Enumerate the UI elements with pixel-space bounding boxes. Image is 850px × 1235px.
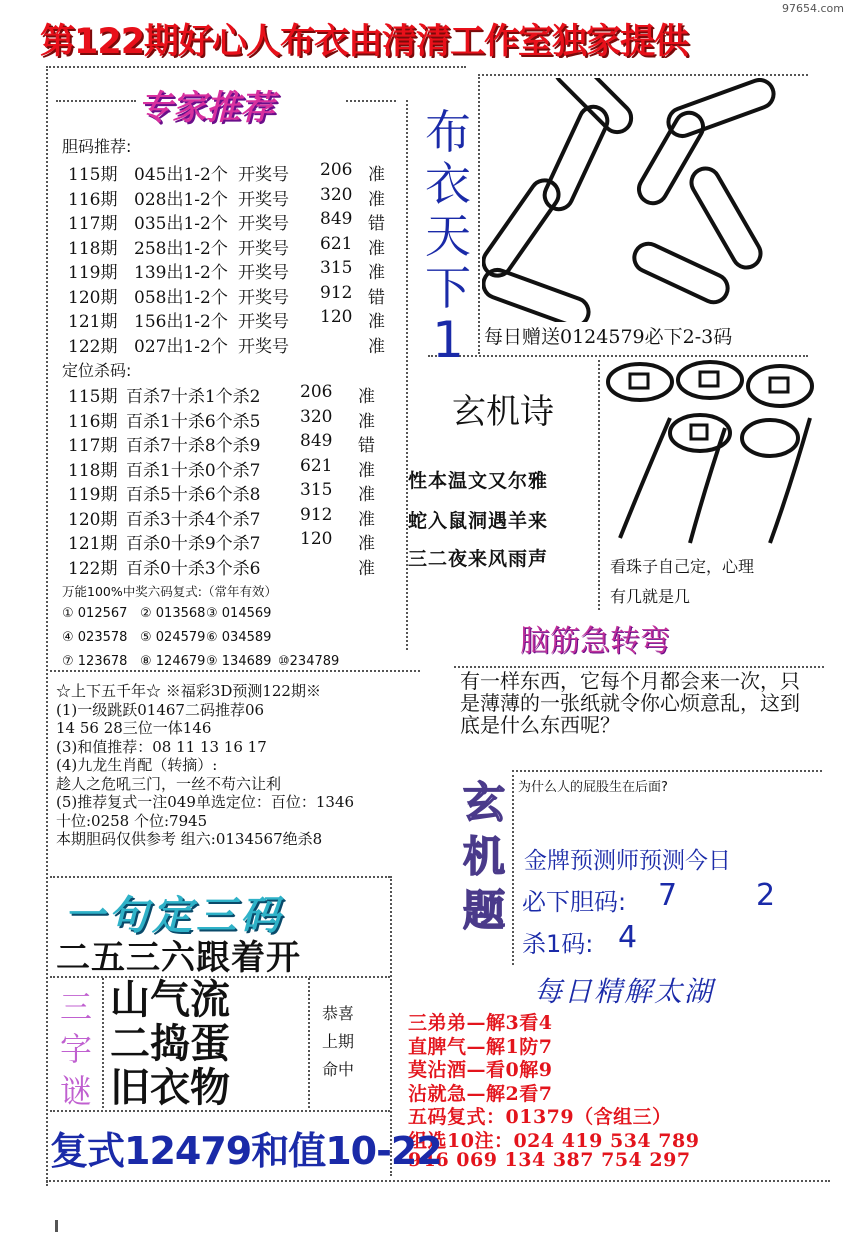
divider xyxy=(56,100,136,102)
sanzimi-line: 二捣蛋 xyxy=(110,1020,230,1067)
wanneng-item: ⑥ 034589 xyxy=(206,630,272,645)
dan-pick: 027出1-2个 xyxy=(134,336,228,357)
divider xyxy=(454,666,824,668)
divider xyxy=(512,775,514,965)
divider xyxy=(428,355,808,357)
dan-draw-label: 开奖号 xyxy=(238,238,289,259)
divider xyxy=(308,978,310,1108)
divider xyxy=(46,1180,830,1182)
congrats xyxy=(322,1000,354,1084)
taihu-line: 946 069 134 387 754 297 xyxy=(408,1149,691,1171)
prediction-line: (4)九龙生肖配（转摘）: xyxy=(56,756,218,774)
dan-pick: 035出1-2个 xyxy=(134,214,228,234)
dan-pick: 139出1-2个 xyxy=(134,263,228,283)
taihu-line: 莫沾酒—看0解9 xyxy=(408,1059,553,1081)
dan-draw: 849 xyxy=(320,209,353,229)
kill-pick: 百杀1十杀0个杀7 xyxy=(126,460,261,481)
dan-pick: 058出1-2个 xyxy=(134,287,228,308)
dan-period: 118期 xyxy=(68,238,118,259)
dan-period: 117期 xyxy=(68,214,118,234)
kill-draw: 315 xyxy=(300,480,333,500)
big-digits-graphic xyxy=(482,78,810,322)
dan-label: 胆码推荐: xyxy=(62,137,132,156)
kill-pick: 百杀0十杀9个杀7 xyxy=(126,534,261,554)
kill-period: 119期 xyxy=(68,485,118,505)
taihu-line: 沾就急—解2看7 xyxy=(408,1082,553,1105)
prediction-line: (3)和值推荐：08 11 13 16 17 xyxy=(56,737,267,756)
prediction-line: 趁人之危吼三门，一丝不苟六让利 xyxy=(56,774,282,793)
kill-result: 准 xyxy=(358,387,375,407)
kill-draw: 120 xyxy=(300,529,333,549)
taihu-line: 组选10注：024 419 534 789 xyxy=(408,1129,700,1152)
sanzimi-char: 三 xyxy=(59,988,92,1026)
kill-result: 错 xyxy=(358,436,375,456)
kill-pick: 百杀1十杀6个杀5 xyxy=(126,411,261,432)
buyi-char: 天 xyxy=(425,209,471,263)
dan-pick: 156出1-2个 xyxy=(134,312,228,332)
kill-result: 准 xyxy=(358,534,375,554)
wanneng-item: ② 013568 xyxy=(140,606,206,621)
yiju-heading: 一句定三码 xyxy=(64,893,284,939)
dan-period: 119期 xyxy=(68,263,118,283)
divider xyxy=(50,876,390,878)
dan-draw-label: 开奖号 xyxy=(238,263,289,283)
kill-result: 准 xyxy=(358,558,375,579)
divider xyxy=(478,74,480,354)
wanneng-item: ⑨ 134689 xyxy=(206,654,272,669)
kill-period: 121期 xyxy=(68,534,118,554)
gold-kill: 4 xyxy=(618,920,638,955)
dan-draw-label: 开奖号 xyxy=(238,165,289,185)
sanzimi-line: 旧衣物 xyxy=(110,1064,230,1111)
daily-gift: 每日赠送0124579必下2-3码 xyxy=(484,326,733,348)
site-watermark: 97654.com xyxy=(782,2,844,15)
poem-title: 玄机诗 xyxy=(452,392,554,432)
kill-pick: 百杀7十杀1个杀2 xyxy=(126,387,261,407)
wanneng-item: ⑩234789 xyxy=(278,654,340,669)
buyi-vertical xyxy=(420,105,476,369)
xuanji-char: 题 xyxy=(462,886,505,935)
gold-title: 金牌预测师预测今日 xyxy=(524,848,731,874)
dan-period: 120期 xyxy=(68,287,118,308)
sanzimi-vertical xyxy=(54,986,98,1112)
dan-draw: 320 xyxy=(320,184,353,205)
taihu-line: 直脾气—解1防7 xyxy=(408,1035,553,1058)
taihu-line: 五码复式：01379（含组三） xyxy=(408,1106,672,1128)
dan-result: 错 xyxy=(368,214,385,234)
wanneng-item: ⑤ 024579 xyxy=(140,630,206,645)
divider xyxy=(478,74,808,76)
yiju-line: 二五三六跟着开 xyxy=(56,938,301,978)
kill-pick: 百杀7十杀8个杀9 xyxy=(126,436,261,456)
taihu-line: 三弟弟—解3看4 xyxy=(408,1012,553,1034)
kill-draw: 621 xyxy=(300,455,333,476)
riddle-text: 有一样东西，它每个月都会来一次，只是薄薄的一张纸就令你心烦意乱，这到底是什么东西呢？ xyxy=(460,669,800,737)
wanneng-label: 万能100%中奖六码复式:（常年有效） xyxy=(62,584,277,599)
wanneng-item: ③ 014569 xyxy=(206,606,272,621)
prediction-line: 14 56 28三位一体146 xyxy=(56,719,212,737)
divider xyxy=(46,66,466,68)
gold-dan-2: 2 xyxy=(756,878,776,913)
xuanji-char: 机 xyxy=(462,832,505,881)
dan-draw: 621 xyxy=(320,233,353,254)
kill-pick: 百杀3十杀4个杀7 xyxy=(126,509,261,530)
congrats-line: 上期 xyxy=(322,1032,355,1051)
dan-result: 准 xyxy=(368,312,385,332)
poem-line: 蛇入鼠洞遇羊来 xyxy=(408,510,549,532)
buyi-char: 下 xyxy=(425,261,471,315)
kill-label: 定位杀码: xyxy=(62,361,132,380)
kill-pick: 百杀5十杀6个杀8 xyxy=(126,485,261,505)
dan-period: 116期 xyxy=(68,189,118,210)
kill-result: 准 xyxy=(358,509,375,530)
dan-draw-label: 开奖号 xyxy=(238,214,289,234)
kill-draw: 912 xyxy=(300,504,333,525)
kill-period: 117期 xyxy=(68,436,118,456)
pearl-note: 有几就是几 xyxy=(610,587,691,606)
dan-result: 准 xyxy=(368,165,385,185)
sanzimi-lines xyxy=(110,978,230,1110)
kill-period: 118期 xyxy=(68,460,118,481)
divider xyxy=(346,100,396,102)
poem-line: 三二夜来风雨声 xyxy=(408,548,549,570)
congrats-line: 恭喜 xyxy=(322,1004,355,1023)
page-title: 第122期好心人布衣由清清工作室独家提供 xyxy=(40,22,689,58)
expert-heading: 专家推荐 xyxy=(138,88,274,128)
dan-draw: 912 xyxy=(320,282,353,303)
wanneng-item: ⑧ 124679 xyxy=(140,654,206,669)
xuanji-char: 玄 xyxy=(462,778,505,827)
wanneng-item: ④ 023578 xyxy=(62,630,128,645)
dan-draw-label: 开奖号 xyxy=(238,287,289,308)
kill-result: 准 xyxy=(358,485,375,505)
taihu-heading: 每日精解太湖 xyxy=(534,975,715,1008)
xuanji-question: 为什么人的屁股生在后面? xyxy=(518,780,668,795)
dan-draw: 315 xyxy=(320,258,353,278)
dan-result: 准 xyxy=(368,238,385,259)
buyi-char: 衣 xyxy=(425,157,471,211)
gold-dan-label: 必下胆码: xyxy=(522,888,627,916)
divider xyxy=(46,66,48,1186)
kill-draw: 206 xyxy=(300,382,333,402)
dan-result: 准 xyxy=(368,263,385,283)
kill-draw: 320 xyxy=(300,406,333,427)
gold-kill-label: 杀1码: xyxy=(522,930,594,958)
wanneng-item: ① 012567 xyxy=(62,606,128,621)
congrats-line: 命中 xyxy=(322,1060,355,1079)
sanzimi-char: 谜 xyxy=(59,1072,92,1110)
prediction-line: ☆上下五千年☆ ※福彩3D预测122期※ xyxy=(56,682,321,700)
dan-draw-label: 开奖号 xyxy=(238,312,289,332)
kill-draw: 849 xyxy=(300,431,333,451)
dan-result: 准 xyxy=(368,189,385,210)
kill-period: 120期 xyxy=(68,509,118,530)
kill-period: 122期 xyxy=(68,558,118,579)
prediction-line: (1)一级跳跃01467二码推荐06 xyxy=(56,700,265,719)
poem-line: 性本温文又尔雅 xyxy=(408,470,549,492)
prediction-line: (5)推荐复式一注049单选定位：百位：1346 xyxy=(56,793,355,811)
kill-result: 准 xyxy=(358,411,375,432)
kill-result: 准 xyxy=(358,460,375,481)
dan-period: 115期 xyxy=(68,165,118,185)
fushi-line: 复式12479和值10-22 xyxy=(50,1129,442,1173)
dan-period: 122期 xyxy=(68,336,118,357)
wanneng-item: ⑦ 123678 xyxy=(62,654,128,669)
dan-pick: 028出1-2个 xyxy=(134,189,228,210)
buyi-char: 1 xyxy=(432,311,464,369)
dan-draw-label: 开奖号 xyxy=(238,336,289,357)
gold-dan-1: 7 xyxy=(658,878,678,913)
divider xyxy=(55,1220,58,1232)
divider xyxy=(50,670,420,672)
kill-pick: 百杀0十杀3个杀6 xyxy=(126,558,261,579)
riddle-heading: 脑筋急转弯 xyxy=(520,624,670,659)
dan-draw-label: 开奖号 xyxy=(238,189,289,210)
dan-pick: 258出1-2个 xyxy=(134,238,228,259)
pearls-graphic xyxy=(600,358,820,546)
buyi-char: 布 xyxy=(425,105,471,159)
dan-result: 准 xyxy=(368,336,385,357)
divider xyxy=(512,770,822,772)
dan-draw: 120 xyxy=(320,307,353,327)
divider xyxy=(102,978,104,1108)
prediction-line: 十位:0258 个位:7945 xyxy=(56,811,208,830)
dan-result: 错 xyxy=(368,287,385,308)
sanzimi-line: 山气流 xyxy=(110,976,230,1023)
xuanji-vertical xyxy=(456,776,512,938)
dan-draw: 206 xyxy=(320,160,353,180)
sanzimi-char: 字 xyxy=(59,1030,92,1068)
pearl-note: 看珠子自己定，心理 xyxy=(610,557,755,576)
kill-period: 115期 xyxy=(68,387,118,407)
prediction-line: 本期胆码仅供参考 组六:0134567绝杀8 xyxy=(56,830,323,848)
dan-pick: 045出1-2个 xyxy=(134,165,228,185)
kill-period: 116期 xyxy=(68,411,118,432)
dan-period: 121期 xyxy=(68,312,118,332)
